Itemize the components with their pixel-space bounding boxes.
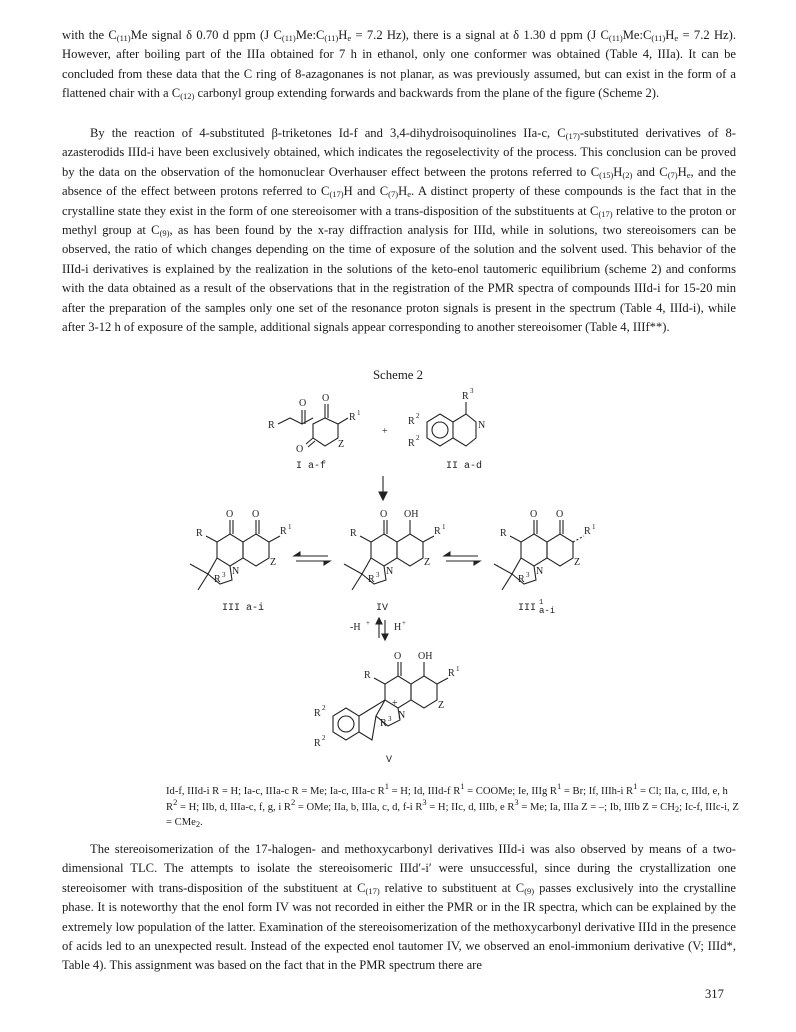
compound-III1-structure	[494, 520, 584, 590]
atom-O: O	[556, 509, 564, 520]
paragraph-3: The stereoisomerization of the 17-halogen- and methoxycarbonyl derivatives IIId-i was also observed by means of a two-dimensional TLC. The attempts to isolate the stereoisomeric IIId′-i′ were unsuccessful, since during the crystallization one stereoisomer with trans-disposition of the substituent at $C_{(17)}$ relative to substituent at $C_{(9)}$ passes exclusively into the crystalline phase. It is noteworthy that the enol form IV was not recorded in either the PMR or in the IR spectra, which can be explained by the extremely low population of the latter. Examination of the stereoisomerization of the methoxycarbonyl derivative IIId in the presence of acids led to an unexpected result. Instead of the expected enol tautomer IV, we observed an enol-immonium derivative (V; IIId*, Table 4). This assignment was based on the fact that in the PMR spectrum there are	[62, 842, 736, 973]
atom-R2-R: R	[408, 438, 415, 449]
atom-OH: OH	[418, 651, 433, 662]
paragraph-1: with the $C_{(11)}Me$ signal δ 0.70 d ppm (J $C_{(11)}Me:C_{(11)}H_e = 7.2$ Hz), there is a signal at δ 1.30 d ppm (J $C_{(11)}Me:C_{(11)}H_e = 7.2$ Hz). However, after boiling part of the IIIa obtained for 7 h in ethanol, only one conformer was obtained (Table 4, IIIa). It can be concluded from these data that the C ring of 8-azagonanes is not planar, as was previously assumed, but can exist in the form of a flattened chair with a $C_{(12)}$ carbonyl group extending forwards and backwards from the plane of the figure (Scheme 2).	[62, 28, 736, 102]
atom-R2-sup: 2	[416, 434, 420, 442]
label-III1-sup: 1	[539, 599, 544, 607]
atom-R1-sup: 1	[456, 665, 460, 673]
label-II: II a-d	[446, 461, 483, 472]
atom-OH: OH	[404, 509, 419, 520]
atom-N: N	[232, 566, 240, 577]
label-III: III a-i	[222, 603, 265, 614]
atom-R1-R: R	[280, 526, 287, 537]
atom-R: R	[364, 670, 371, 681]
atom-R: R	[268, 420, 275, 431]
atom-R2-sup: 2	[322, 734, 326, 742]
atom-O: O	[252, 509, 260, 520]
atom-R1-sup: 1	[288, 523, 292, 531]
label-III1: III	[518, 603, 537, 614]
atom-O: O	[226, 509, 234, 520]
atom-Z: Z	[438, 700, 445, 711]
atom-R1-R: R	[349, 412, 356, 423]
atom-R1-R: R	[448, 668, 455, 679]
atom-R3-sup: 3	[388, 715, 392, 723]
atom-O: O	[299, 398, 307, 409]
atom-R1-sup: 1	[357, 409, 361, 417]
acid-plus-label: H	[394, 622, 402, 633]
acid-minus-sup: +	[366, 619, 370, 627]
atom-R3-sup: 3	[526, 571, 530, 579]
atom-R2-R: R	[408, 416, 415, 427]
atom-R: R	[350, 528, 357, 539]
plus-sign: +	[382, 426, 388, 437]
scheme-title: Scheme 2	[372, 368, 424, 382]
atom-R1-sup: 1	[442, 523, 446, 531]
compound-II-structure	[427, 402, 476, 446]
acid-minus-label: -H	[350, 622, 361, 633]
atom-N: N	[478, 420, 486, 431]
atom-O: O	[322, 393, 330, 404]
label-I: I a-f	[296, 461, 327, 472]
compound-V-structure	[333, 662, 448, 740]
atom-O: O	[380, 509, 388, 520]
compound-III-structure	[190, 520, 280, 590]
atom-R1-R: R	[584, 526, 591, 537]
atom-Z: Z	[574, 557, 581, 568]
atom-R3-sup: 3	[470, 387, 474, 395]
atom-N: N	[536, 566, 544, 577]
page-number: 317	[705, 987, 724, 1001]
plus-charge: +	[392, 698, 398, 709]
scheme-legend: Id-f, IIId-i R = H; Ia-c, IIIa-c R = Me; Ia-c, IIIa-c $R^1 = H$; Id, IIId-f $R^1$ = COOMe; Ie, IIIg $R^1 = Br$; If, IIIh-i $R^1 = Cl$; IIa, c, IIId, e, h $R^2 = H$; IIb, d, IIIa-c, f, g, i $R^2$ = OMe; IIa, b, IIIa, c, d, f-i $R^3 = H$; IIc, d, IIIb, e $R^3 = Me$; Ia, IIIa Z = –; Ib, IIIb $Z = CH_2$; Ic-f, IIIc-i, Z = CMe$_2$.	[166, 781, 739, 830]
atom-R1-sup: 1	[592, 523, 596, 531]
atom-O: O	[530, 509, 538, 520]
atom-R3-sup: 3	[222, 571, 226, 579]
atom-Z: Z	[270, 557, 277, 568]
atom-R3-R: R	[214, 574, 221, 585]
paragraph-2: By the reaction of 4-substituted β-triketones Id-f and 3,4-dihydroisoquinolines IIa-c, $C_{(17)}$-substituted derivatives of 8-azasterodids IIId-i have been exclusively obtained, which indicates the regoselectivity of the process. This conclusion can be proved by the data on the observation of the homonuclear Overhauser effect between the protons referred to $C_{(15)}H_{(2)}$ and $C_{(7)}H_e$, and the absence of the effect between protons referred to $C_{(17)}H$ and $C_{(7)}H_e$. A distinct property of these compounds is the fact that in the crystalline state they exist in the form of one stereoisomer with a trans-disposition of the substituents at $C_{(17)}$ relative to the proton or methyl group at $C_{(9)}$, as has been found by the x-ray diffraction analysis for IIId, while in solutions, two stereoisomers can be observed, the ratio of which changes depending on the time of exposure of the solution and the solvent used. This behavior of the IIId-i derivatives is explained by the realization in the solutions of the keto-enol tautomeric equilibrium (scheme 2) and conforms with the data obtained as a result of the observations that in the registration of the PMR spectra of compounds IIId-i for 15-20 min after the preparation of the samples only one set of the resonance proton signals is present in the spectrum (Table 4, IIId-i), while after 3-12 h of exposure of the sample, additional signals appear corresponding to another stereoisomer (Table 4, IIIf**).	[62, 126, 736, 335]
atom-R: R	[196, 528, 203, 539]
atom-R3-R: R	[380, 718, 387, 729]
label-III1-sub: a-i	[539, 606, 556, 616]
atom-Z: Z	[338, 439, 345, 450]
compound-IV-structure	[344, 520, 434, 590]
atom-R3-R: R	[518, 574, 525, 585]
atom-N: N	[386, 566, 394, 577]
atom-R3-R: R	[462, 391, 469, 402]
label-IV: IV	[376, 603, 389, 614]
atom-N: N	[398, 710, 406, 721]
label-V: V	[386, 755, 393, 766]
atom-R: R	[500, 528, 507, 539]
atom-R3-sup: 3	[376, 571, 380, 579]
atom-R2-sup: 2	[322, 704, 326, 712]
atom-Z: Z	[424, 557, 431, 568]
atom-R2-sup: 2	[416, 412, 420, 420]
atom-O: O	[394, 651, 402, 662]
acid-plus-sup: +	[402, 619, 406, 627]
atom-R3-R: R	[368, 574, 375, 585]
scheme-2-diagram	[150, 384, 650, 784]
atom-R2-R: R	[314, 708, 321, 719]
atom-R1-R: R	[434, 526, 441, 537]
atom-R2-R: R	[314, 738, 321, 749]
atom-O: O	[296, 444, 304, 455]
